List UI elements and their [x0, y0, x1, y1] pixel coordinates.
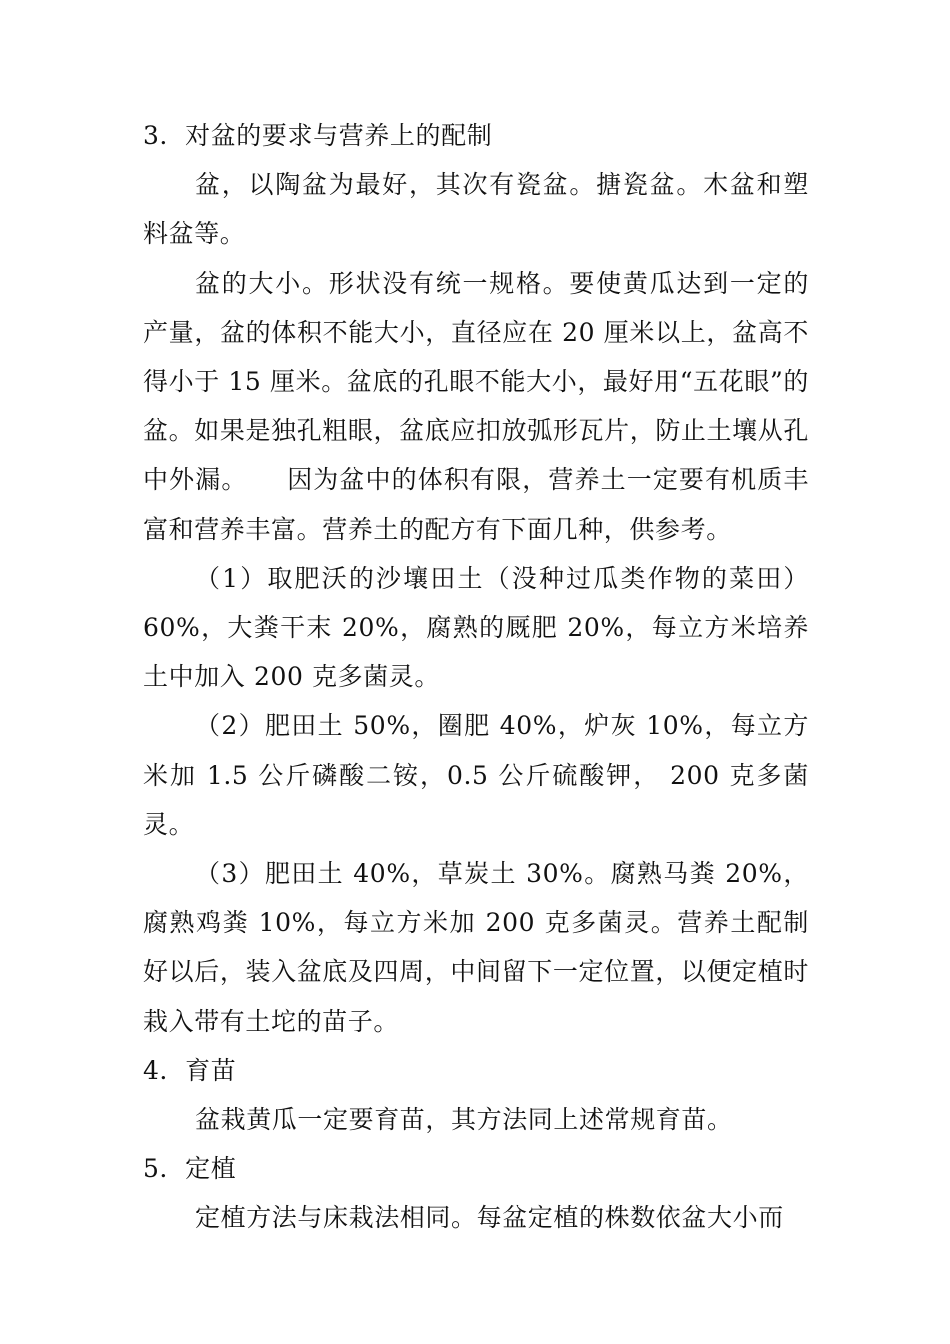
section-3-heading: 3．对盆的要求与营养上的配制: [143, 121, 493, 150]
pot-types-paragraph: 盆，以陶盆为最好，其次有瓷盆。搪瓷盆。木盆和塑料盆等。: [143, 170, 809, 249]
formula-2-paragraph: （2）肥田土 50%，圈肥 40%，炉灰 10%，每立方米加 1.5 公斤磷酸二铵，0.5 公斤硫酸钾， 200 克多菌灵。: [143, 711, 809, 839]
pot-size-paragraph: 盆的大小。形状没有统一规格。要使黄瓜达到一定的产量，盆的体积不能大小，直径应在 20 厘米以上，盆高不得小于 15 厘米。盆底的孔眼不能大小，最好用“五花眼”的盆。如果是独孔粗眼，盆底应扣放弧形瓦片，防止土壤从孔中外漏。 因为盆中的体积有限，营养土一定要有机质丰富和营养丰富。营养土的配方有下面几种，供参考。: [143, 268, 809, 544]
formula-1-paragraph: （1）取肥沃的沙壤田土（没种过瓜类作物的菜田）60%，大粪干末 20%，腐熟的厩肥 20%，每立方米培养土中加入 200 克多菌灵。: [143, 563, 809, 692]
planting-paragraph: 定植方法与床栽法相同。每盆定植的株数依盆大小而: [195, 1203, 784, 1233]
document-body: [143, 111, 809, 1243]
formula-3-paragraph: （3）肥田土 40%，草炭土 30%。腐熟马粪 20%，腐熟鸡粪 10%，每立方米加 200 克多菌灵。营养土配制好以后，装入盆底及四周，中间留下一定位置，以便定植时栽入带有土坨的苗子。: [143, 859, 809, 1036]
seedling-paragraph: 盆栽黄瓜一定要育苗，其方法同上述常规育苗。: [195, 1105, 733, 1135]
section-5-heading: 5．定植: [143, 1154, 237, 1184]
section-4-heading: 4．育苗: [143, 1055, 237, 1085]
